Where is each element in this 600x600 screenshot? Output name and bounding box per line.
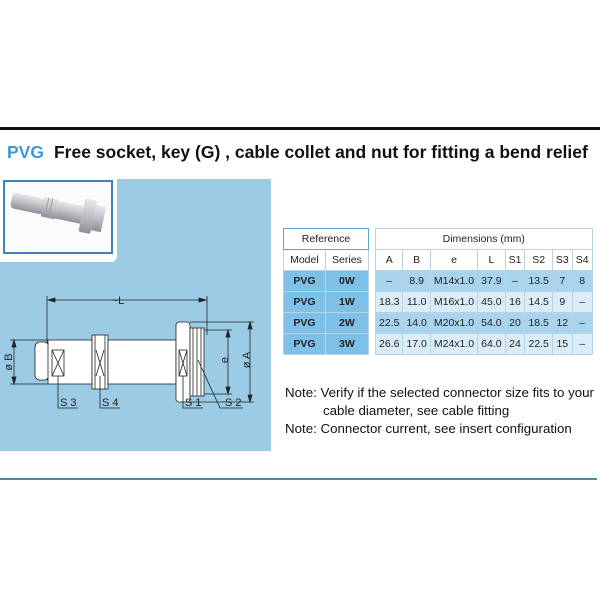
cell-s4: – bbox=[572, 313, 592, 334]
connector-photo-icon bbox=[5, 182, 111, 252]
label-s1: S 1 bbox=[185, 397, 202, 409]
cell-e: M14x1.0 bbox=[430, 271, 477, 292]
label-s2: S 2 bbox=[225, 397, 242, 409]
cell-e: M24x1.0 bbox=[430, 334, 477, 355]
cell-model: PVG bbox=[284, 334, 326, 355]
cell-a: 26.6 bbox=[376, 334, 403, 355]
product-code: PVG bbox=[7, 142, 44, 162]
cell-s3: 12 bbox=[552, 313, 572, 334]
label-diameter-a: ø A bbox=[241, 351, 253, 369]
cell-s1: 24 bbox=[505, 334, 525, 355]
table-row bbox=[284, 271, 593, 292]
page-title bbox=[7, 142, 588, 163]
cell-s1: 20 bbox=[505, 313, 525, 334]
cell-series: 0W bbox=[325, 271, 368, 292]
col-a: A bbox=[376, 250, 403, 271]
label-thread-e: e bbox=[219, 356, 231, 364]
cell-a: – bbox=[376, 271, 403, 292]
col-l: L bbox=[478, 250, 505, 271]
product-photo bbox=[3, 180, 113, 254]
col-s2: S2 bbox=[525, 250, 552, 271]
technical-drawing bbox=[0, 260, 271, 450]
col-series: Series bbox=[325, 250, 368, 271]
column-gap bbox=[369, 229, 376, 271]
cell-b: 17.0 bbox=[403, 334, 430, 355]
col-model: Model bbox=[284, 250, 326, 271]
col-s1: S1 bbox=[505, 250, 525, 271]
cell-l: 64.0 bbox=[478, 334, 505, 355]
table-row bbox=[284, 313, 593, 334]
cell-series: 2W bbox=[325, 313, 368, 334]
cell-a: 22.5 bbox=[376, 313, 403, 334]
reference-header: Reference bbox=[284, 229, 369, 250]
cell-s2: 14.5 bbox=[525, 292, 552, 313]
label-length: ~L bbox=[111, 295, 125, 307]
cell-series: 3W bbox=[325, 334, 368, 355]
group-header-row bbox=[284, 229, 593, 250]
cell-s3: 7 bbox=[552, 271, 572, 292]
note-cable-fit-cont: cable diameter, see cable fitting bbox=[323, 403, 510, 418]
cell-a: 18.3 bbox=[376, 292, 403, 313]
column-gap bbox=[369, 334, 376, 355]
cell-s2: 22.5 bbox=[525, 334, 552, 355]
column-gap bbox=[369, 292, 376, 313]
cell-s1: – bbox=[505, 271, 525, 292]
dimensions-table bbox=[283, 228, 593, 355]
col-s3: S3 bbox=[552, 250, 572, 271]
cell-b: 11.0 bbox=[403, 292, 430, 313]
col-s4: S4 bbox=[572, 250, 592, 271]
table-row bbox=[284, 334, 593, 355]
cell-b: 8.9 bbox=[403, 271, 430, 292]
column-gap bbox=[369, 313, 376, 334]
note-connector-current: Note: Connector current, see insert configuration bbox=[285, 421, 572, 436]
cell-e: M20x1.0 bbox=[430, 313, 477, 334]
cell-model: PVG bbox=[284, 292, 326, 313]
cell-s2: 13.5 bbox=[525, 271, 552, 292]
cell-model: PVG bbox=[284, 271, 326, 292]
dimensions-header: Dimensions (mm) bbox=[376, 229, 593, 250]
label-s3: S 3 bbox=[60, 397, 77, 409]
top-divider bbox=[0, 127, 600, 130]
col-e: e bbox=[430, 250, 477, 271]
product-description: Free socket, key (G) , cable collet and nut for fitting a bend relief bbox=[53, 142, 588, 162]
cell-s4: – bbox=[572, 334, 592, 355]
column-header-row bbox=[284, 250, 593, 271]
cell-s1: 16 bbox=[505, 292, 525, 313]
label-s4: S 4 bbox=[102, 397, 119, 409]
table-row bbox=[284, 292, 593, 313]
cell-model: PVG bbox=[284, 313, 326, 334]
cell-s4: – bbox=[572, 292, 592, 313]
cell-series: 1W bbox=[325, 292, 368, 313]
col-b: B bbox=[403, 250, 430, 271]
cell-l: 45.0 bbox=[478, 292, 505, 313]
column-gap bbox=[369, 271, 376, 292]
note-cable-fit: Note: Verify if the selected connector size fits to your bbox=[285, 385, 594, 400]
product-photo-frame bbox=[0, 176, 117, 262]
cell-s2: 18.5 bbox=[525, 313, 552, 334]
cell-e: M16x1.0 bbox=[430, 292, 477, 313]
cell-s3: 15 bbox=[552, 334, 572, 355]
notes bbox=[285, 384, 594, 438]
bottom-divider bbox=[0, 478, 597, 480]
cell-s4: 8 bbox=[572, 271, 592, 292]
cell-l: 54.0 bbox=[478, 313, 505, 334]
label-diameter-b: ø B bbox=[3, 353, 15, 371]
cell-b: 14.0 bbox=[403, 313, 430, 334]
cell-l: 37.9 bbox=[478, 271, 505, 292]
cell-s3: 9 bbox=[552, 292, 572, 313]
